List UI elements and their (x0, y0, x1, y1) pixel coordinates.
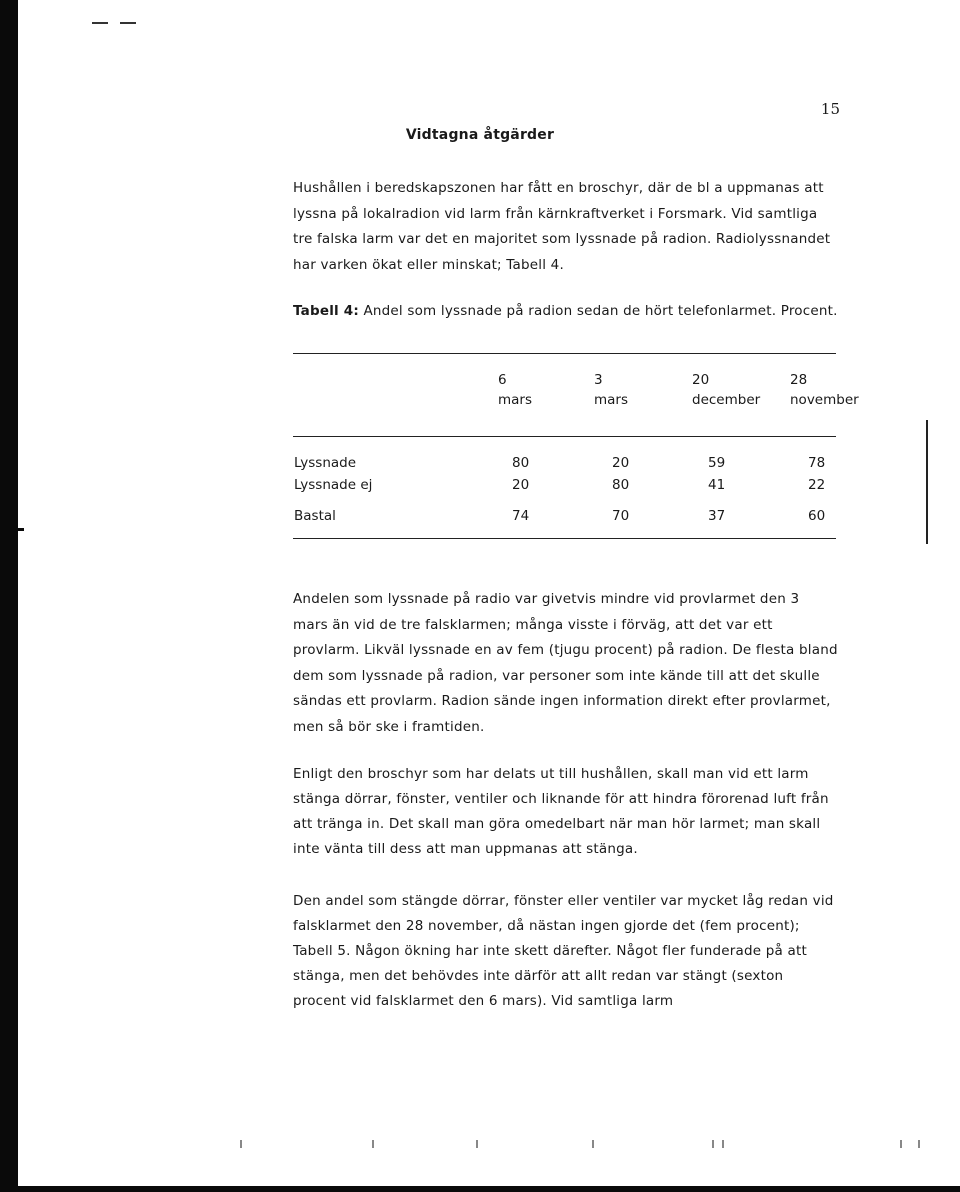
table-cell: 59 (708, 455, 726, 471)
column-header-day: 28 (790, 372, 808, 388)
scan-speck (592, 1140, 594, 1148)
table-cell: 20 (612, 455, 630, 471)
scan-edge-notch (18, 528, 24, 531)
paragraph: Andelen som lyssnade på radio var givetvis mindre vid provlarmet den 3 mars än vid de tre falsklarmen; många visste i förväg, att det var ett provlarm. Likväl lyssnade en av fem (tjugu procent) på radion. De flesta bland dem som lyssnade på radion, var personer som inte kände till att det skulle sändas ett provlarm. Radion sände ingen information direkt efter provlarmet, men så bör ske i framtiden. (293, 591, 838, 735)
scan-speck (240, 1140, 242, 1148)
scan-speck (476, 1140, 478, 1148)
paragraph: Den andel som stängde dörrar, fönster eller ventiler var mycket låg redan vid falsklarmet den 28 november, då nästan ingen gjorde det (fem procent); Tabell 5. Någon ökning har inte skett därefter. Något fler funderade på att stänga, men det behövdes inte därför att allt redan var stängt (sexton procent vid falsklarmet den 6 mars). Vid samtliga larm (293, 893, 834, 1009)
table-cell: 70 (612, 508, 630, 524)
table-cell: 22 (808, 477, 826, 493)
scan-speck (372, 1140, 374, 1148)
column-header (692, 370, 760, 410)
table-top-rule (293, 353, 836, 354)
scan-speck (722, 1140, 724, 1148)
column-header-month: mars (498, 392, 533, 408)
table-row-label: Lyssnade (294, 455, 357, 471)
table-cell: 80 (612, 477, 630, 493)
scan-speck (712, 1140, 714, 1148)
paragraph: Enligt den broschyr som har delats ut till hushållen, skall man vid ett larm stänga dörrar, fönster, ventiler och liknande för att hindra förorenad luft från att tränga in. Det skall man göra omedelbart när man hör larmet; man skall inte vänta till dess att man uppmanas att stänga. (293, 766, 829, 857)
table-header-rule (293, 436, 836, 437)
column-header-month: mars (594, 392, 629, 408)
column-header-day: 6 (498, 372, 507, 388)
table-cell: 80 (512, 455, 530, 471)
section-heading: Vidtagna åtgärder (405, 127, 555, 143)
column-header (498, 370, 532, 410)
table-cell: 20 (512, 477, 530, 493)
table-cell: 78 (808, 455, 826, 471)
scan-speck (918, 1140, 920, 1148)
column-header-day: 3 (594, 372, 603, 388)
scan-mark-right-line (926, 420, 928, 544)
table-row-label: Lyssnade ej (294, 477, 373, 493)
scan-edge-bottom (18, 1186, 960, 1192)
table-caption-label: Tabell 4: (293, 303, 359, 319)
column-header (594, 370, 628, 410)
table-caption (293, 303, 838, 319)
column-header-month: december (692, 392, 761, 408)
scan-edge-left (0, 0, 18, 1192)
intro-paragraph: Hushållen i beredskapszonen har fått en broschyr, där de bl a uppmanas att lyssna på lokalradion vid larm från kärnkraftverket i Forsmark. Vid samtliga tre falska larm var det en majoritet som lyssnade på radion. Radiolyssnandet har varken ökat eller minskat; Tabell 4. (293, 180, 831, 273)
scan-speck (900, 1140, 902, 1148)
table-cell: 60 (808, 508, 826, 524)
page-number: 15 (820, 100, 840, 118)
column-header-month: november (790, 392, 859, 408)
table-cell: 37 (708, 508, 726, 524)
table-row-label: Bastal (294, 508, 336, 524)
table-bottom-rule (293, 538, 836, 539)
column-header (790, 370, 859, 410)
table-cell: 74 (512, 508, 530, 524)
scan-mark-dash (92, 22, 108, 24)
table-cell: 41 (708, 477, 726, 493)
column-header-day: 20 (692, 372, 710, 388)
scan-mark-dash (120, 22, 136, 24)
table-caption-text: Andel som lyssnade på radion sedan de hört telefonlarmet. Procent. (363, 303, 838, 319)
